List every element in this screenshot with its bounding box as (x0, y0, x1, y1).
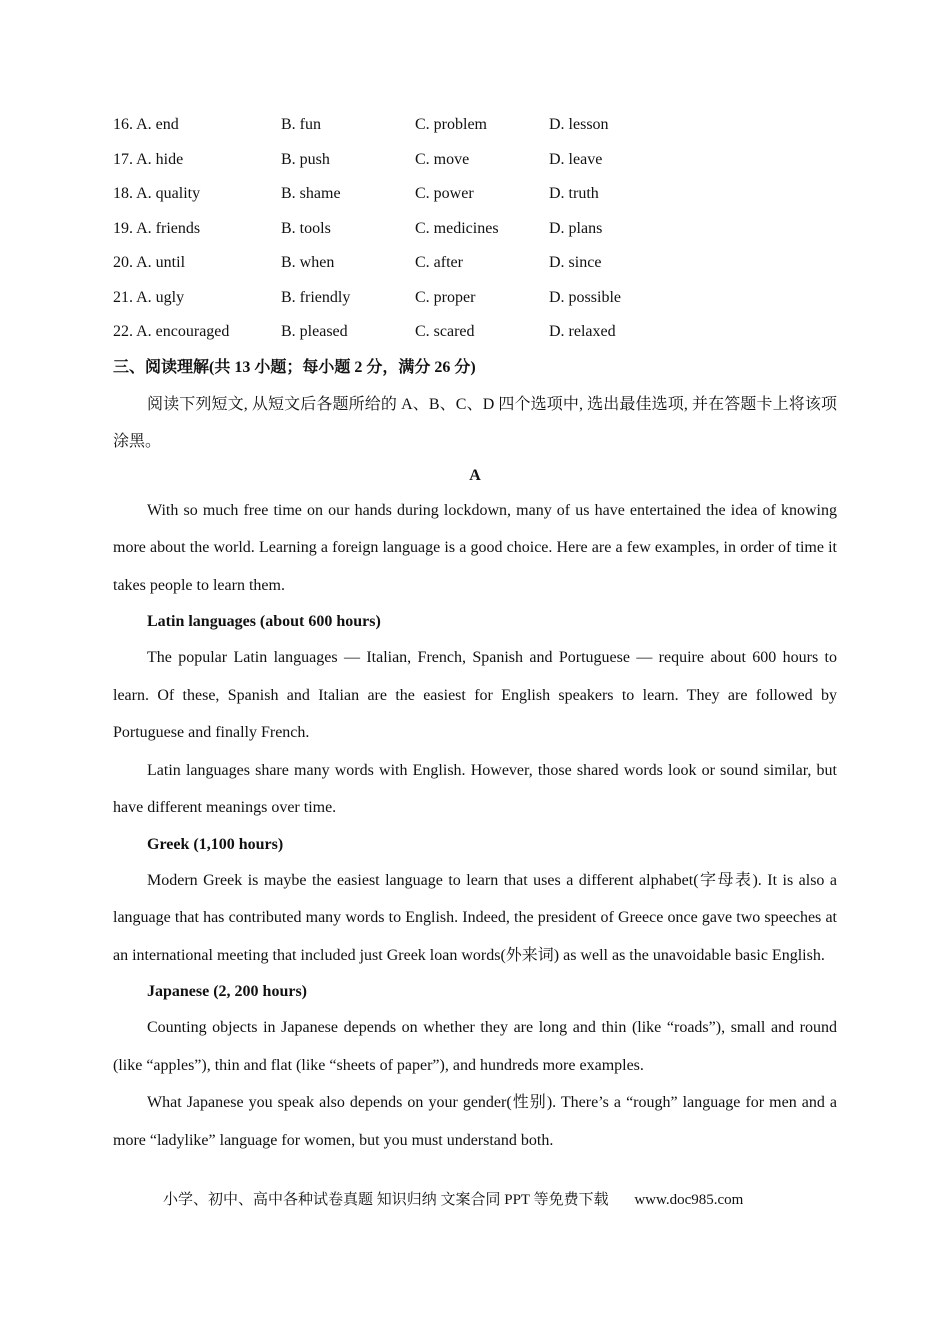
option-b: B. tools (281, 219, 331, 237)
option-d: D. lesson (549, 116, 609, 134)
greek-heading: Greek (1,100 hours) (147, 835, 284, 853)
option-a: 17. A. hide (113, 150, 184, 168)
latin-paragraph-2: Latin languages share many words with English. However, those shared words look or sound similar, but have different meanings over time. (113, 761, 837, 816)
section-heading: 三、阅读理解(共 13 小题；每小题 2 分，满分 26 分) (113, 358, 476, 376)
option-row-20 (113, 246, 837, 281)
footer-text: 小学、初中、高中各种试卷真题 知识归纳 文案合同 PPT 等免费下载 (163, 1192, 609, 1208)
option-c: C. move (415, 150, 470, 168)
greek-paragraph: Modern Greek is maybe the easiest language to learn that uses a different alphabet(字母表). It is also a language that has contributed many words to English. Indeed, the president of Greece once gave two speeches at an international meeting that included just Greek loan words(外来词) as well as the unavoidable basic English. (113, 871, 837, 964)
option-b: B. friendly (281, 288, 351, 306)
option-b: B. pleased (281, 323, 348, 341)
option-d: D. leave (549, 150, 603, 168)
japanese-paragraph-1: Counting objects in Japanese depends on whether they are long and thin (like “roads”), small and round (like “apples”), thin and flat (like “sheets of paper”), and hundreds more examples. (113, 1019, 837, 1074)
option-b: B. fun (281, 116, 321, 134)
page-footer (163, 1188, 743, 1209)
option-c: C. problem (415, 116, 487, 134)
option-row-21 (113, 281, 837, 316)
footer-url[interactable]: www.doc985.com (634, 1192, 744, 1208)
passage-intro: With so much free time on our hands during lockdown, many of us have entertained the idea of knowing more about the world. Learning a foreign language is a good choice. Here are a few examples, in order of time it takes people to learn them. (113, 501, 837, 594)
option-b: B. when (281, 254, 335, 272)
document-page (113, 108, 837, 1159)
options-list (113, 108, 837, 350)
option-a: 20. A. until (113, 254, 186, 272)
option-d: D. possible (549, 288, 621, 306)
option-a: 19. A. friends (113, 219, 201, 237)
option-c: C. scared (415, 323, 475, 341)
latin-heading: Latin languages (about 600 hours) (147, 613, 381, 630)
option-a: 21. A. ugly (113, 288, 185, 306)
japanese-heading: Japanese (2, 200 hours) (147, 983, 308, 1000)
latin-paragraph-1: The popular Latin languages — Italian, French, Spanish and Portuguese — require about 600 hours to learn. Of these, Spanish and Italian are the easiest for English speakers to learn. They are followed by Portuguese and finally French. (113, 649, 837, 741)
passage-title: A (469, 466, 481, 484)
option-row-16 (113, 108, 837, 143)
japanese-paragraph-2: What Japanese you speak also depends on your gender(性别). There’s a “rough” language for men and a more “ladylike” language for women, but you must understand both. (113, 1094, 837, 1149)
option-a: 16. A. end (113, 116, 179, 134)
option-d: D. plans (549, 219, 603, 237)
option-d: D. since (549, 254, 602, 272)
option-d: D. relaxed (549, 323, 616, 341)
section-instruction: 阅读下列短文, 从短文后各题所给的 A、B、C、D 四个选项中, 选出最佳选项, 并在答题卡上将该项涂黑。 (113, 395, 837, 450)
option-row-17 (113, 143, 837, 178)
option-c: C. proper (415, 288, 476, 306)
option-b: B. push (281, 150, 330, 168)
option-row-19 (113, 212, 837, 247)
option-a: 22. A. encouraged (113, 323, 230, 341)
option-row-22 (113, 315, 837, 350)
option-c: C. medicines (415, 219, 499, 237)
option-c: C. after (415, 254, 463, 272)
option-row-18 (113, 177, 837, 212)
option-c: C. power (415, 185, 474, 203)
option-b: B. shame (281, 185, 341, 203)
option-a: 18. A. quality (113, 185, 201, 203)
option-d: D. truth (549, 185, 599, 203)
